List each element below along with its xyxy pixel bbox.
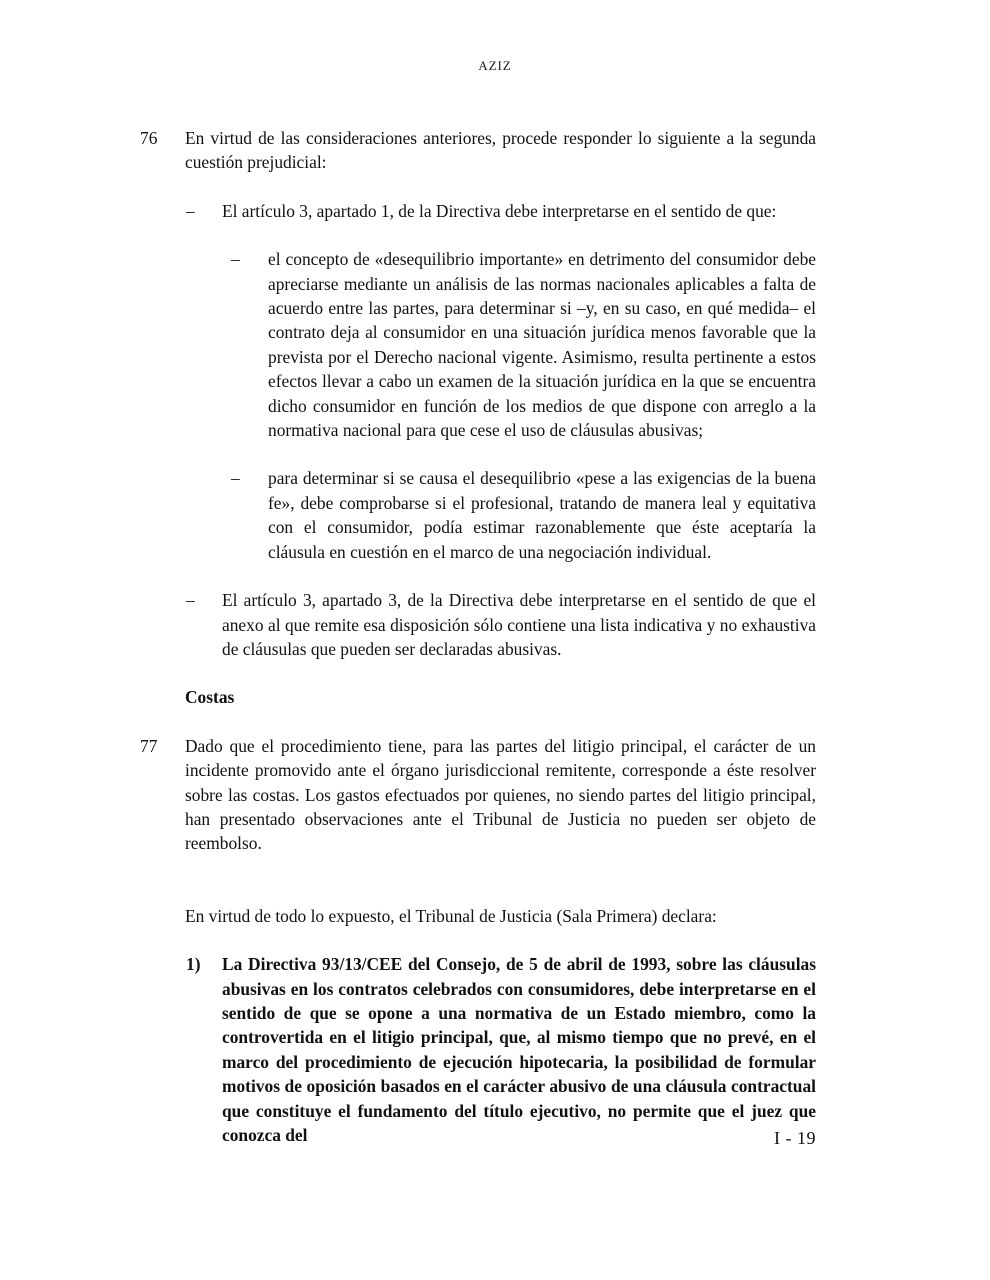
ruling-number: 1) <box>186 954 201 975</box>
section-heading-costas: Costas <box>185 687 235 708</box>
list-item-text: para determinar si se causa el desequilibrio «pese a las exigencias de la buena fe», debe comprobarse si el profesional, tratando de manera leal y equitativa con el consumidor, podía estimar razonablemente que éste aceptaría la cláusula en cuestión en el marco de una negociación individual. <box>268 468 816 562</box>
declaration-intro <box>185 904 816 928</box>
paragraph-number: 76 <box>140 128 158 148</box>
list-item-level1-a <box>186 199 816 223</box>
list-item-level2-a2 <box>231 466 816 564</box>
running-header-title: AZIZ <box>478 58 512 73</box>
ruling-text: La Directiva 93/13/CEE del Consejo, de 5 de abril de 1993, sobre las cláusulas abusivas en los contratos celebrados con consumidores, debe interpretarse en el sentido de que se opone a una normativa de un Estado miembro, como la controvertida en el litigio principal, que, al mismo tiempo que no prevé, en el marco del procedimiento de ejecución hipotecaria, la posibilidad de formular motivos de oposición basados en el carácter abusivo de una cláusula contractual que constituye el fundamento del título ejecutivo, no permite que el juez que conozca del <box>222 954 816 1145</box>
list-item-text: El artículo 3, apartado 3, de la Directiva debe interpretarse en el sentido de que el anexo al que remite esa disposición sólo contiene una lista indicativa y no exhaustiva de cláusulas que pueden ser declaradas abusivas. <box>222 590 816 659</box>
paragraph-text: En virtud de las consideraciones anteriores, procede responder lo siguiente a la segunda cuestión prejudicial: <box>185 128 816 173</box>
paragraph-number: 77 <box>140 735 158 756</box>
dash-marker-icon: – <box>186 590 195 611</box>
paragraph-text: Dado que el procedimiento tiene, para las partes del litigio principal, el carácter de un incidente promovido ante el órgano jurisdiccional remitente, corresponde a éste resolver sobre las costas. Los gastos efectuados por quienes, no siendo partes del litigio principal, han presentado observaciones ante el Tribunal de Justicia no pueden ser objeto de reembolso. <box>185 735 816 854</box>
paragraph-77 <box>140 734 816 856</box>
dash-marker-icon: – <box>231 468 240 489</box>
paragraph-76 <box>140 126 816 175</box>
list-item-text: el concepto de «desequilibrio importante» en detrimento del consumidor debe apreciarse mediante un análisis de las normas nacionales aplicables a falta de acuerdo entre las partes, para determinar si –y, en su caso, en qué medida– el contrato deja al consumidor en una situación jurídica menos favorable que la prevista por el Derecho nacional vigente. Asimismo, resulta pertinente a estos efectos llevar a cabo un examen de la situación jurídica en la que se encuentra dicho consumidor en función de los medios de que dispone con arreglo a la normativa nacional para que cese el uso de cláusulas abusivas; <box>268 249 816 441</box>
declaration-intro-text: En virtud de todo lo expuesto, el Tribunal de Justicia (Sala Primera) declara: <box>185 905 717 926</box>
list-item-level1-b <box>186 588 816 661</box>
dash-marker-icon: – <box>186 200 195 221</box>
list-item-text: El artículo 3, apartado 1, de la Directiva debe interpretarse en el sentido de que: <box>222 200 777 221</box>
document-body <box>140 126 816 1171</box>
page-number-footer: I - 19 <box>774 1128 816 1148</box>
list-item-level2-a1 <box>231 247 816 442</box>
dash-marker-icon: – <box>231 249 240 270</box>
vertical-spacer <box>140 880 816 904</box>
ruling-item-1 <box>186 952 816 1147</box>
